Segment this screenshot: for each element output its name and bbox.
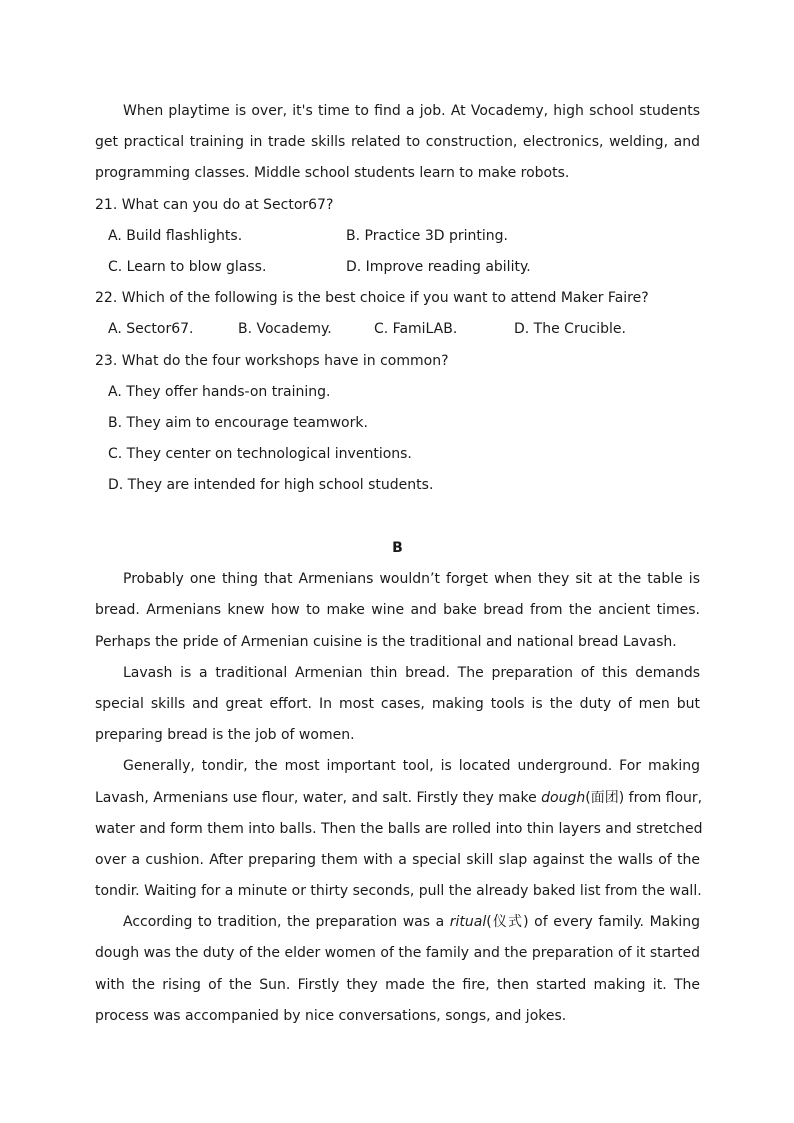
question-stem: 23. What do the four workshops have in common? bbox=[95, 352, 449, 369]
passage-a-paragraph bbox=[95, 96, 700, 190]
text-line: water and form them into balls. Then the balls are rolled into thin layers and stretched bbox=[95, 820, 703, 837]
text-line: Probably one thing that Armenians wouldn’t forget when they sit at the table is bbox=[123, 571, 700, 588]
text-line: preparing bread is the job of women. bbox=[95, 727, 355, 744]
text-line: over a cushion. After preparing them with a special skill slap against the walls of the bbox=[95, 851, 700, 868]
text-line: bread. Armenians knew how to make wine and bake bread from the ancient times. bbox=[95, 602, 700, 619]
option-a: A. They offer hands-on training. bbox=[108, 383, 331, 400]
option-row bbox=[95, 314, 700, 345]
option-row bbox=[95, 221, 700, 252]
option-d: D. The Crucible. bbox=[514, 321, 626, 338]
text-segment: (仪式) of every family. Making bbox=[486, 914, 700, 931]
text-segment: (面团) from flour, bbox=[585, 789, 703, 806]
option-a: A. Sector67. bbox=[108, 321, 194, 338]
text-segment: Lavash, Armenians use flour, water, and salt. Firstly they make bbox=[95, 789, 542, 806]
text-line: programming classes. Middle school students learn to make robots. bbox=[95, 165, 570, 182]
text-line: Lavash is a traditional Armenian thin bread. The preparation of this demands bbox=[123, 664, 700, 681]
text-line: Perhaps the pride of Armenian cuisine is the traditional and national bread Lavash. bbox=[95, 633, 677, 650]
text-line bbox=[95, 783, 703, 814]
section-spacer bbox=[95, 501, 700, 533]
text-line: tondir. Waiting for a minute or thirty seconds, pull the already baked list from the wall. bbox=[95, 883, 702, 900]
question-22 bbox=[95, 283, 700, 345]
text-line: get practical training in trade skills related to construction, electronics, welding, and bbox=[95, 134, 700, 151]
option-d: D. They are intended for high school students. bbox=[108, 477, 434, 494]
text-line: dough was the duty of the elder women of the family and the preparation of it started bbox=[95, 945, 700, 962]
text-line: When playtime is over, it's time to find a job. At Vocademy, high school students bbox=[123, 103, 700, 119]
passage-b-paragraph-2 bbox=[95, 658, 700, 752]
question-stem: 22. Which of the following is the best choice if you want to attend Maker Faire? bbox=[95, 290, 649, 307]
option-c: C. They center on technological inventions. bbox=[108, 446, 412, 463]
text-line: process was accompanied by nice conversations, songs, and jokes. bbox=[95, 1007, 567, 1024]
passage-b-paragraph-4 bbox=[95, 907, 700, 1032]
text-line: special skills and great effort. In most cases, making tools is the duty of men but bbox=[95, 695, 700, 712]
italic-term-dough: dough bbox=[541, 789, 586, 806]
section-heading: B bbox=[392, 540, 403, 557]
option-d: D. Improve reading ability. bbox=[346, 258, 531, 275]
question-stem: 21. What can you do at Sector67? bbox=[95, 196, 334, 213]
question-23 bbox=[95, 346, 700, 502]
passage-b-paragraph-3 bbox=[95, 751, 703, 907]
option-b: B. They aim to encourage teamwork. bbox=[108, 414, 368, 431]
text-segment: According to tradition, the preparation was a bbox=[123, 914, 450, 931]
text-line: with the rising of the Sun. Firstly they made the fire, then started making it. The bbox=[95, 976, 700, 993]
text-line: Generally, tondir, the most important tool, is located underground. For making bbox=[123, 758, 700, 775]
option-b: B. Practice 3D printing. bbox=[346, 227, 509, 244]
option-row bbox=[95, 252, 700, 283]
italic-term-ritual: ritual bbox=[449, 914, 487, 931]
question-21 bbox=[95, 190, 700, 284]
option-c: C. FamiLAB. bbox=[374, 321, 458, 338]
option-a: A. Build flashlights. bbox=[108, 227, 243, 244]
text-line bbox=[95, 907, 700, 938]
passage-b-paragraph-1 bbox=[95, 564, 700, 658]
option-c: C. Learn to blow glass. bbox=[108, 258, 267, 275]
document-page bbox=[95, 96, 703, 1032]
option-b: B. Vocademy. bbox=[238, 321, 332, 338]
